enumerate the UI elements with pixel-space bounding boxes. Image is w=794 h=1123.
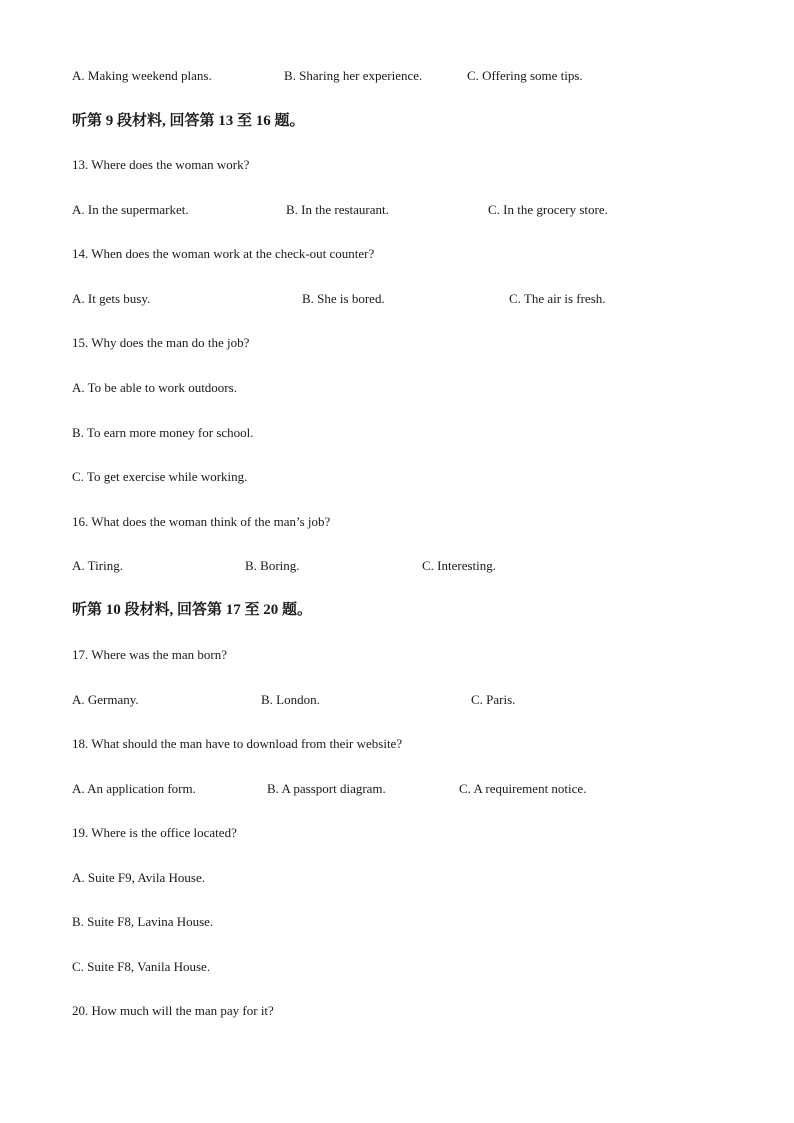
q12-option-b: B. Sharing her experience. xyxy=(284,68,423,83)
q17-option-a: A. Germany. xyxy=(72,692,139,707)
question-19: 19. Where is the office located? xyxy=(72,825,237,840)
q19-option-b: B. Suite F8, Lavina House. xyxy=(72,914,214,929)
q12-option-a: A. Making weekend plans. xyxy=(72,68,212,83)
section-10-heading: 听第 10 段材料, 回答第 17 至 20 题。 xyxy=(72,602,313,618)
q14-option-c: C. The air is fresh. xyxy=(509,291,606,306)
question-14: 14. When does the woman work at the check-out counter? xyxy=(72,246,375,261)
q13-option-b: B. In the restaurant. xyxy=(286,202,389,217)
q13-option-c: C. In the grocery store. xyxy=(488,202,608,217)
q19-option-a: A. Suite F9, Avila House. xyxy=(72,870,206,885)
q16-option-a: A. Tiring. xyxy=(72,558,123,573)
question-13: 13. Where does the woman work? xyxy=(72,157,250,172)
q15-option-a: A. To be able to work outdoors. xyxy=(72,380,237,395)
q18-option-b: B. A passport diagram. xyxy=(267,781,386,796)
question-16: 16. What does the woman think of the man’s job? xyxy=(72,514,331,529)
q18-option-c: C. A requirement notice. xyxy=(459,781,587,796)
q16-option-c: C. Interesting. xyxy=(422,558,497,573)
q17-option-c: C. Paris. xyxy=(471,692,516,707)
section-9-heading: 听第 9 段材料, 回答第 13 至 16 题。 xyxy=(72,113,305,129)
q13-option-a: A. In the supermarket. xyxy=(72,202,189,217)
q15-option-b: B. To earn more money for school. xyxy=(72,425,254,440)
question-20: 20. How much will the man pay for it? xyxy=(72,1003,274,1018)
q19-option-c: C. Suite F8, Vanila House. xyxy=(72,959,211,974)
q16-option-b: B. Boring. xyxy=(245,558,300,573)
q14-option-a: A. It gets busy. xyxy=(72,291,151,306)
q15-option-c: C. To get exercise while working. xyxy=(72,469,248,484)
question-17: 17. Where was the man born? xyxy=(72,647,227,662)
q14-option-b: B. She is bored. xyxy=(302,291,385,306)
question-15: 15. Why does the man do the job? xyxy=(72,335,250,350)
q18-option-a: A. An application form. xyxy=(72,781,196,796)
q12-option-c: C. Offering some tips. xyxy=(467,68,583,83)
question-18: 18. What should the man have to download from their website? xyxy=(72,736,403,751)
q17-option-b: B. London. xyxy=(261,692,320,707)
